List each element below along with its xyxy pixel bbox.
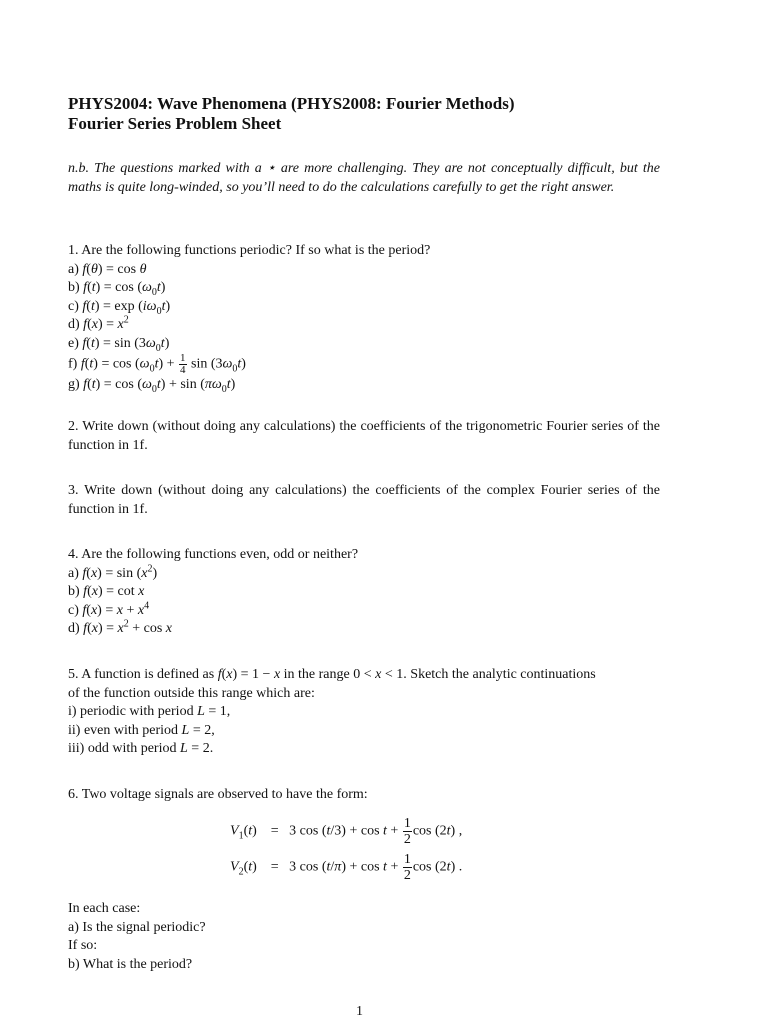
question-1 bbox=[68, 242, 660, 395]
question-5-intro: 5. A function is defined as f(x) = 1 − x in the range 0 < x < 1. Sketch the analytic continuations bbox=[68, 667, 596, 682]
page-number: 1 bbox=[356, 1004, 363, 1019]
question-6-parts bbox=[68, 900, 660, 974]
question-6-intro: 6. Two voltage signals are observed to have the form: bbox=[68, 787, 368, 802]
question-5 bbox=[68, 666, 660, 759]
question-2: 2. Write down (without doing any calculations) the coefficients of the trigonometric Fourier series of the function in 1f. bbox=[68, 419, 660, 453]
question-6-part-a: a) Is the signal periodic? bbox=[68, 919, 206, 935]
question-4-part-a: a) $f(x) = \sin (x^2)$ bbox=[68, 562, 158, 581]
question-1-part-g: g) $f(t) = \cos (\omega_0t) + \sin (\pi\omega_0t)$ bbox=[68, 377, 236, 395]
question-4-part-b: b) f(x) = cot x bbox=[68, 584, 145, 599]
question-4-part-d: d) $f(x) = x^2 + \cos x$ bbox=[68, 618, 173, 636]
equation-v2: $V_2(t)$ = 3 cos (t/π) + cos t + $\frac{1}{2}$ cos (2t) . bbox=[230, 852, 463, 883]
question-4-part-c: c) $f(x) = x + x^4$ bbox=[68, 599, 150, 618]
question-1-part-c: c) $f(t) = \exp (i\omega_0t)$ bbox=[68, 298, 171, 317]
question-5-part-iii: iii) odd with period L = 2. bbox=[68, 741, 214, 756]
question-4 bbox=[68, 546, 660, 639]
title-line-course: PHYS2004: Wave Phenomena (PHYS2008: Fourier Methods) bbox=[68, 94, 515, 113]
question-1-part-d: d) $f(x) = x^2$ bbox=[68, 314, 129, 332]
sheet-title bbox=[68, 94, 515, 134]
question-6-if-so: If so: bbox=[68, 938, 98, 953]
question-5-line2: of the function outside this range which are: bbox=[68, 685, 315, 701]
question-5-part-ii: ii) even with period L = 2, bbox=[68, 722, 215, 738]
question-1-part-b: b) $f(t) = \cos (\omega_0t)$ bbox=[68, 280, 166, 298]
question-4-intro: 4. Are the following functions even, odd or neither? bbox=[68, 547, 359, 562]
question-1-part-a: a) f(θ) = cos θ bbox=[68, 261, 147, 277]
question-1-part-f: f) $f(t) = \cos (\omega_0t)$ + $\frac{1}{4}$ $\sin (3\omega_0t)$ bbox=[68, 352, 246, 376]
question-6-part-b: b) What is the period? bbox=[68, 956, 193, 972]
question-5-part-i: i) periodic with period L = 1, bbox=[68, 704, 231, 719]
question-1-part-e: e) $f(t) = \sin (3\omega_0t)$ bbox=[68, 335, 170, 354]
equation-v1: $V_1(t)$ = 3 cos (t/3) + cos t + $\frac{1}{2}$ cos (2t) , bbox=[230, 816, 463, 847]
title-line-sheet: Fourier Series Problem Sheet bbox=[68, 114, 282, 133]
note-paragraph: n.b. The questions marked with a ⋆ are more challenging. They are not conceptually difficult, but the maths is quite long-winded, so you’ll need to do the calculations carefully to get the right answer. bbox=[68, 161, 660, 195]
question-6-each-case: In each case: bbox=[68, 901, 141, 916]
question-1-intro: 1. Are the following functions periodic? If so what is the period? bbox=[68, 243, 431, 258]
question-3: 3. Write down (without doing any calculations) the coefficients of the complex Fourier series of the function in 1f. bbox=[68, 483, 660, 517]
